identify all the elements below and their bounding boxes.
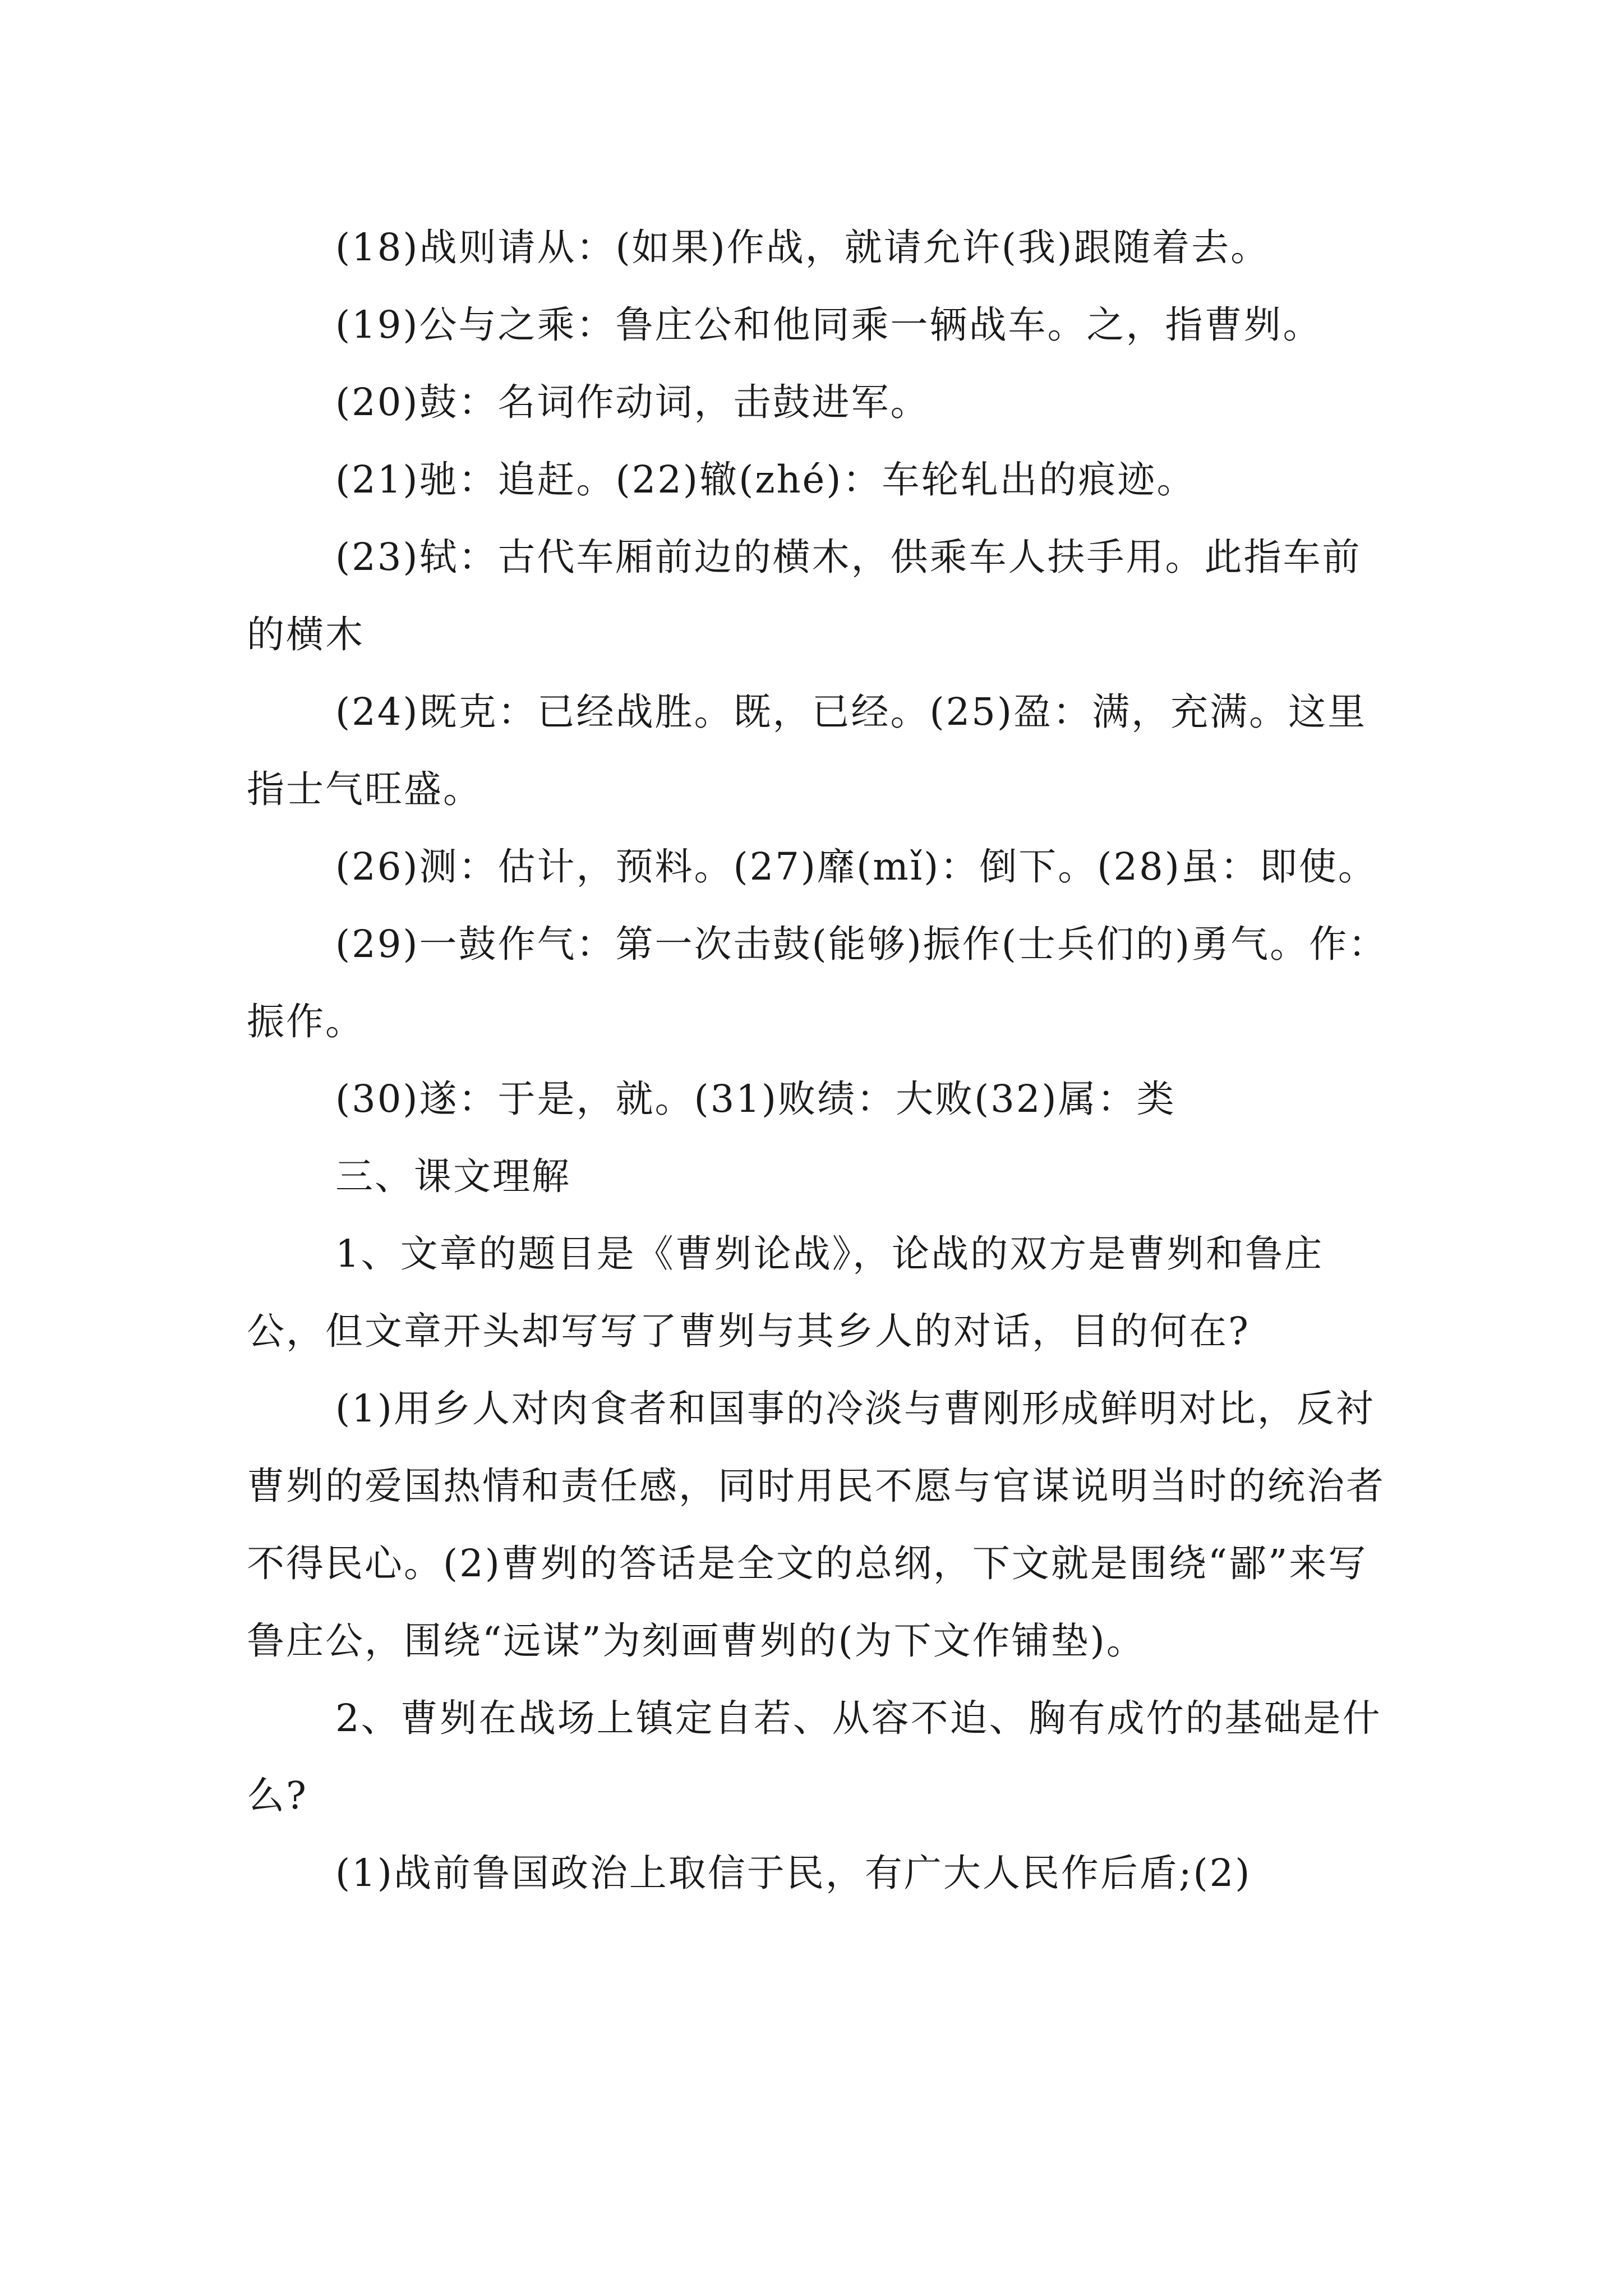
answer-1: (1)用乡人对肉食者和国事的冷淡与曹刚形成鲜明对比，反衬曹刿的爱国热情和责任感，同时用民不愿与官谋说明当时的统治者不得民心。(2)曹刿的答话是全文的总纲，下文就是围绕“鄙”来写鲁庄公，围绕“远谋”为刻画曹刿的(为下文作铺垫)。: [247, 1387, 1385, 1663]
annotation-26-28: (26)测：估计，预料。(27)靡(mǐ)：倒下。(28)虽：即使。: [335, 845, 1377, 889]
question-1: 1、文章的题目是《曹刿论战》，论战的双方是曹刿和鲁庄公，但文章开头却写写了曹刿与其乡人的对话，目的何在?: [247, 1232, 1324, 1353]
annotation-30-32: (30)遂：于是，就。(31)败绩：大败(32)属：类: [335, 1077, 1176, 1121]
annotation-18: (18)战则请从：(如果)作战，就请允许(我)跟随着去。: [335, 226, 1270, 269]
annotation-19: (19)公与之乘：鲁庄公和他同乘一辆战车。之，指曹刿。: [335, 303, 1322, 347]
annotation-24-25: (24)既克：已经战胜。既，已经。(25)盈：满，充满。这里指士气旺盛。: [247, 690, 1367, 811]
answer-2: (1)战前鲁国政治上取信于民，有广大人民作后盾;(2): [335, 1851, 1252, 1895]
annotation-23: (23)轼：古代车厢前边的横木，供乘车人扶手用。此指车前的横木: [247, 535, 1362, 656]
document-body: [247, 209, 1391, 1912]
annotation-21-22: (21)驰：追赶。(22)辙(zhé)：车轮轧出的痕迹。: [335, 458, 1196, 501]
annotation-29: (29)一鼓作气：第一次击鼓(能够)振作(士兵们的)勇气。作：振作。: [247, 922, 1388, 1043]
question-2: 2、曹刿在战场上镇定自若、从容不迫、胸有成竹的基础是什么?: [247, 1696, 1382, 1818]
annotation-20: (20)鼓：名词作动词，击鼓进军。: [335, 380, 930, 424]
section-heading: 三、课文理解: [335, 1154, 571, 1198]
